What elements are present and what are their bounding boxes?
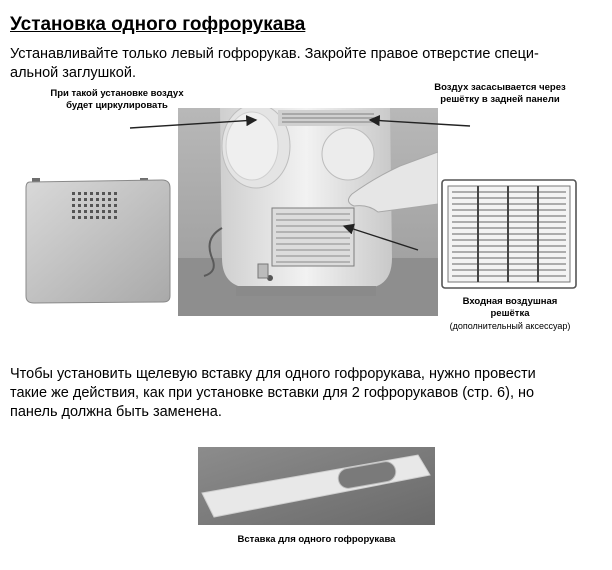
grille-caption: Входная воздушная решётка (дополнительный аксессуар) xyxy=(449,296,571,331)
body-line-1: Чтобы установить щелевую вставку для одного гофрорукава, нужно провести xyxy=(10,366,536,382)
body-line-2: такие же действия, как при установке вставки для 2 гофрорукавов (стр. 6), но xyxy=(10,385,535,401)
insert-caption: Вставка для одного гофрорукава xyxy=(237,534,396,545)
arrow-to-rear-grille xyxy=(344,226,418,250)
arrow-to-hose xyxy=(130,120,256,128)
callout-left-caption: При такой установке воздух будет циркулировать xyxy=(50,88,184,111)
intro-line-1: Устанавливайте только левый гофрорукав. Закройте правое отверстие специ- xyxy=(10,46,539,62)
intro-line-2: альной заглушкой. xyxy=(10,65,137,81)
arrow-to-rear-grille-top xyxy=(370,120,470,126)
callout-right-caption: Воздух засасывается через решётку в задней панели xyxy=(434,82,566,105)
body-line-3: панель должна быть заменена. xyxy=(10,404,222,420)
single-hose-insert-photo xyxy=(198,447,435,525)
page-title: Установка одного гофрорукава xyxy=(10,14,306,35)
